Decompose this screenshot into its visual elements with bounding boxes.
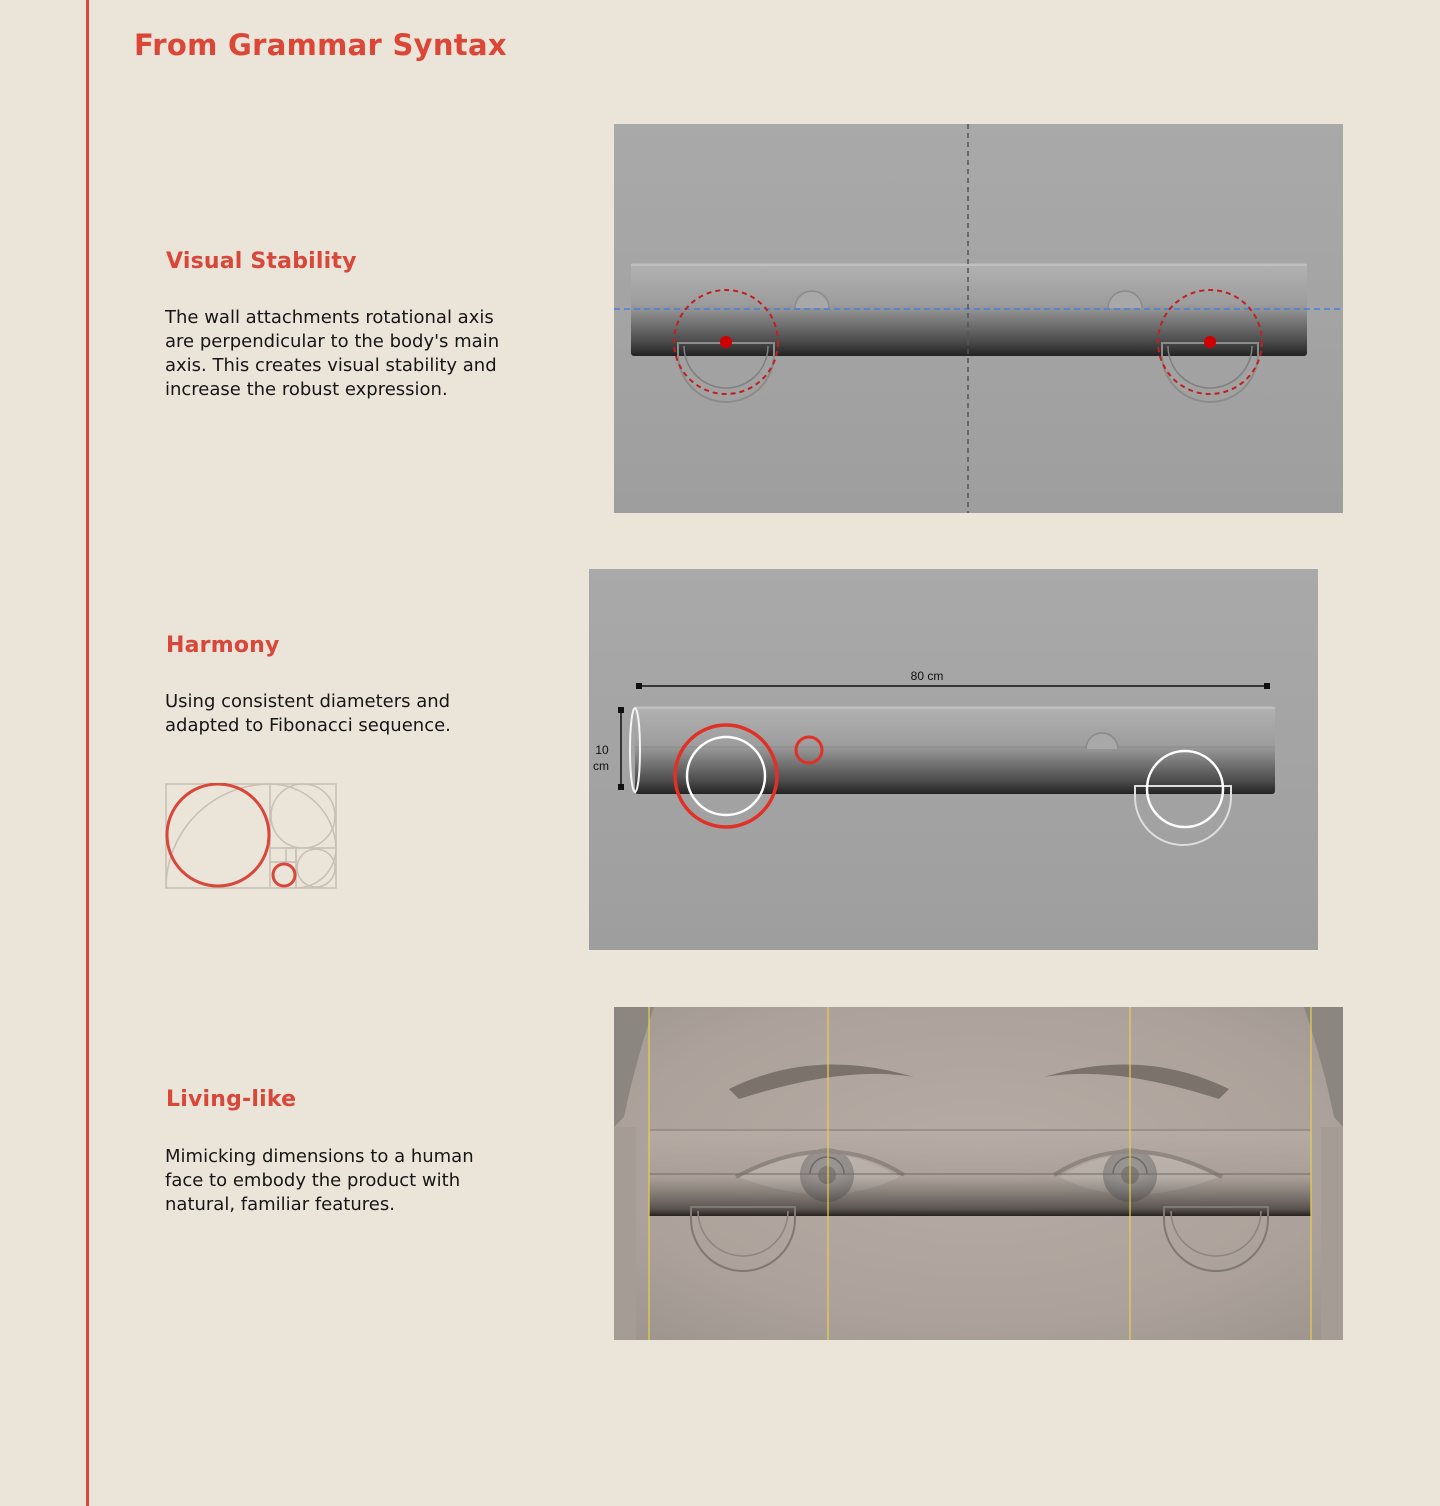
fibonacci-small-circle [273,864,295,886]
left-accent-rule [86,0,89,1506]
section-heading-living-like: Living-like [166,1087,297,1112]
page-title: From Grammar Syntax [134,28,507,62]
diameter-value-label: 10 [595,743,609,757]
fibonacci-diagram [165,783,337,889]
diameter-unit-label: cm [593,759,609,773]
fibonacci-large-circle [167,784,269,886]
tube-body [635,706,1275,794]
visual-stability-render [614,124,1343,513]
rotation-center-dot [1204,336,1216,348]
section-body-harmony: Using consistent diameters and adapted to Fibonacci sequence. [165,691,451,736]
living-like-face-overlay [614,1007,1343,1340]
tube-overlay [649,1129,1311,1216]
section-body-visual-stability: The wall attachments rotational axis are perpendicular to the body's main axis. This creates visual stability and increase the robust expression. [165,307,500,400]
harmony-render [589,569,1318,950]
rotation-center-dot [720,336,732,348]
section-heading-visual-stability: Visual Stability [166,249,357,274]
section-body-living-like: Mimicking dimensions to a human face to embody the product with natural, familiar features. [165,1146,474,1215]
length-dimension-label: 80 cm [910,669,944,683]
section-heading-harmony: Harmony [166,633,280,658]
